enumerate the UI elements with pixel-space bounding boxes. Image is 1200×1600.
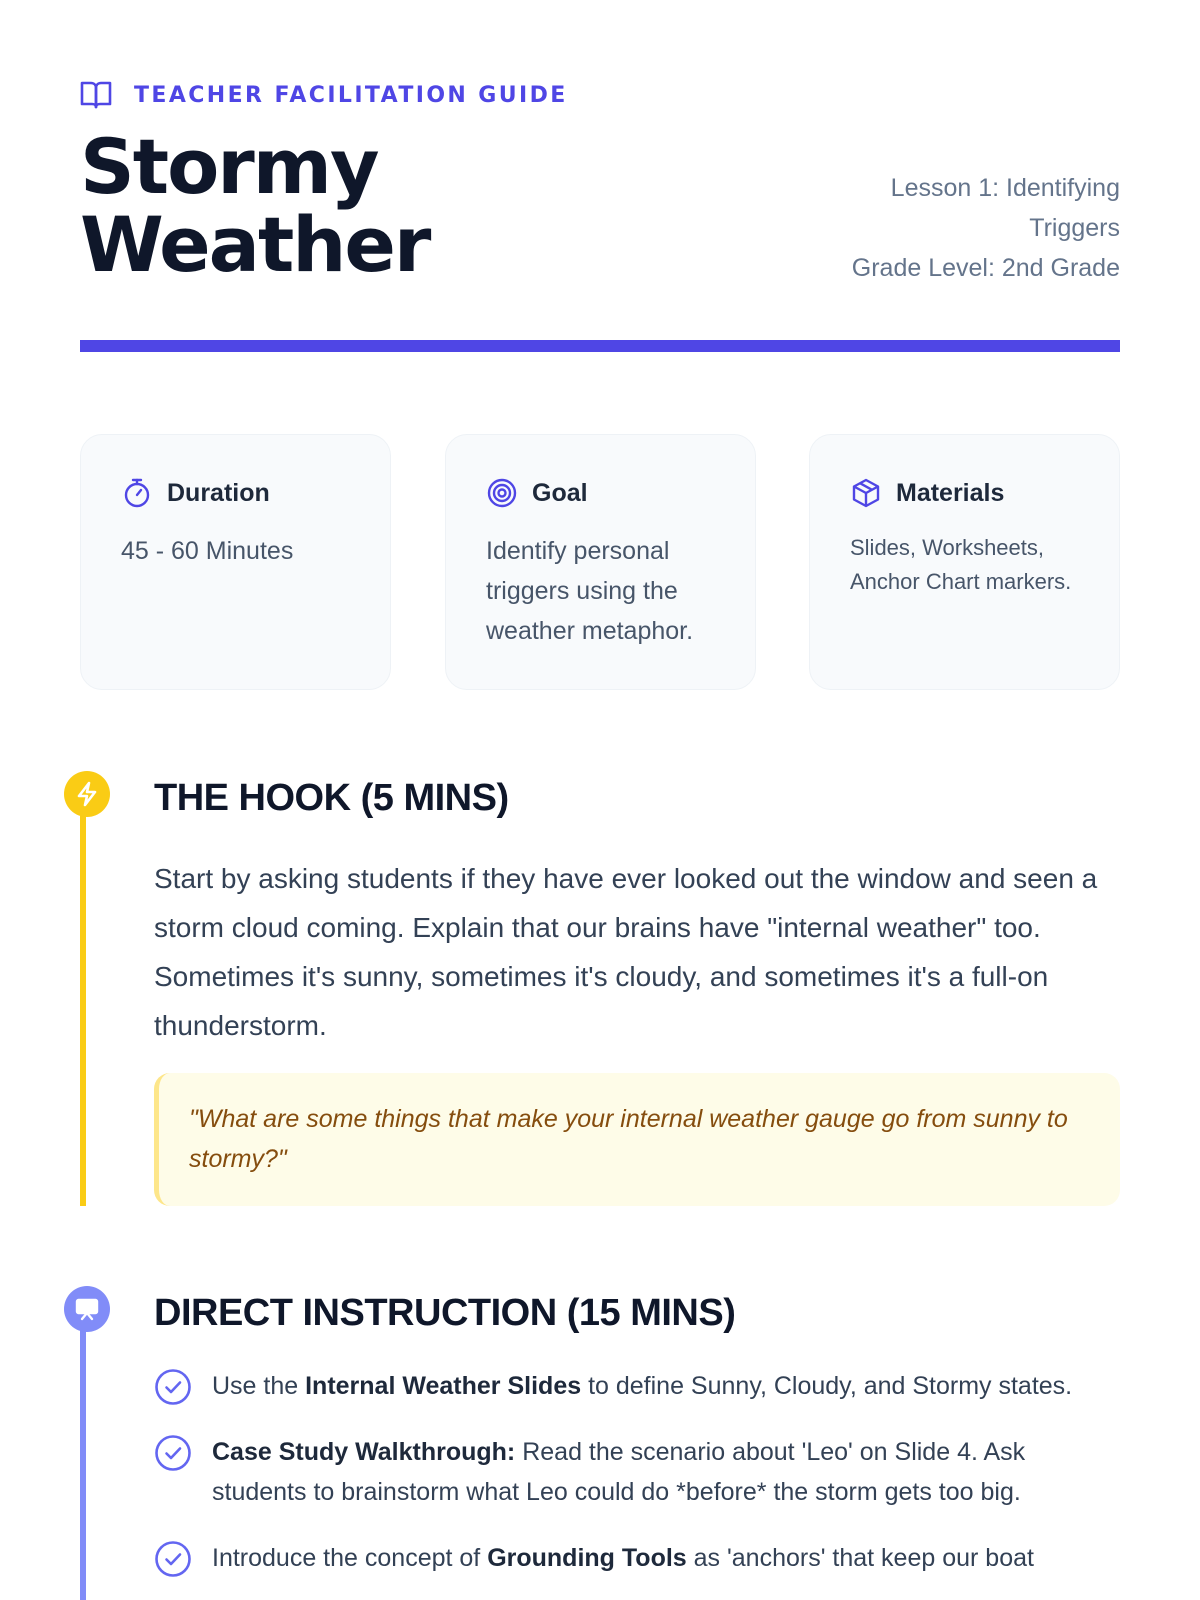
instruction-badge bbox=[64, 1286, 110, 1332]
card-title: Duration bbox=[167, 478, 270, 507]
header-divider bbox=[80, 340, 1120, 352]
card-body: Slides, Worksheets, Anchor Chart markers. bbox=[850, 535, 1072, 594]
check-circle-icon bbox=[154, 1434, 192, 1472]
lightning-icon bbox=[73, 780, 101, 808]
list-item bbox=[154, 1538, 1120, 1578]
card-title: Materials bbox=[896, 478, 1005, 507]
lesson-meta bbox=[800, 168, 1120, 288]
instruction-timeline bbox=[80, 1312, 86, 1600]
check-circle-icon bbox=[154, 1540, 192, 1578]
card-body: 45 - 60 Minutes bbox=[121, 537, 294, 565]
hook-paragraph: Start by asking students if they have ever looked out the window and seen a storm cloud coming. Explain that our brains have "internal weather" too. Sometimes it's sunny, sometimes it's cloudy, and sometimes it's a full-on thunderstorm. bbox=[154, 863, 1098, 1041]
duration-card bbox=[80, 434, 391, 690]
card-title: Goal bbox=[532, 478, 588, 507]
hook-quote: "What are some things that make your internal weather gauge go from sunny to stormy?" bbox=[154, 1073, 1120, 1206]
book-open-icon bbox=[80, 80, 112, 110]
target-icon bbox=[486, 477, 518, 509]
guide-eyebrow bbox=[80, 80, 568, 110]
materials-card bbox=[809, 434, 1120, 690]
step-text: Case Study Walkthrough: Read the scenario about 'Leo' on Slide 4. Ask students to brainstorm what Leo could do *before* the storm gets too big. bbox=[212, 1438, 1026, 1506]
card-body: Identify personal triggers using the weather metaphor. bbox=[486, 537, 694, 645]
page-title bbox=[80, 122, 430, 289]
grade-level: Grade Level: 2nd Grade bbox=[851, 254, 1120, 282]
title-line: Stormy bbox=[80, 122, 378, 211]
instruction-heading: DIRECT INSTRUCTION (15 MINS) bbox=[154, 1292, 736, 1334]
hook-heading: THE HOOK (5 MINS) bbox=[154, 777, 509, 819]
goal-card bbox=[445, 434, 756, 690]
check-circle-icon bbox=[154, 1368, 192, 1406]
presentation-icon bbox=[73, 1295, 101, 1323]
step-text: Use the Internal Weather Slides to define Sunny, Cloudy, and Stormy states. bbox=[212, 1372, 1073, 1400]
list-item bbox=[154, 1432, 1120, 1512]
title-line: Weather bbox=[80, 200, 430, 289]
step-text: Introduce the concept of Grounding Tools as 'anchors' that keep our boat bbox=[212, 1544, 1034, 1572]
hook-badge bbox=[64, 771, 110, 817]
lesson-name-line: Lesson 1: Identifying bbox=[890, 174, 1120, 202]
eyebrow-label: TEACHER FACILITATION GUIDE bbox=[134, 82, 568, 108]
lesson-name-line: Triggers bbox=[1029, 214, 1120, 242]
cube-icon bbox=[850, 477, 882, 509]
list-item bbox=[154, 1366, 1120, 1406]
instruction-steps bbox=[154, 1366, 1120, 1600]
hook-timeline bbox=[80, 800, 86, 1206]
stopwatch-icon bbox=[121, 477, 153, 509]
